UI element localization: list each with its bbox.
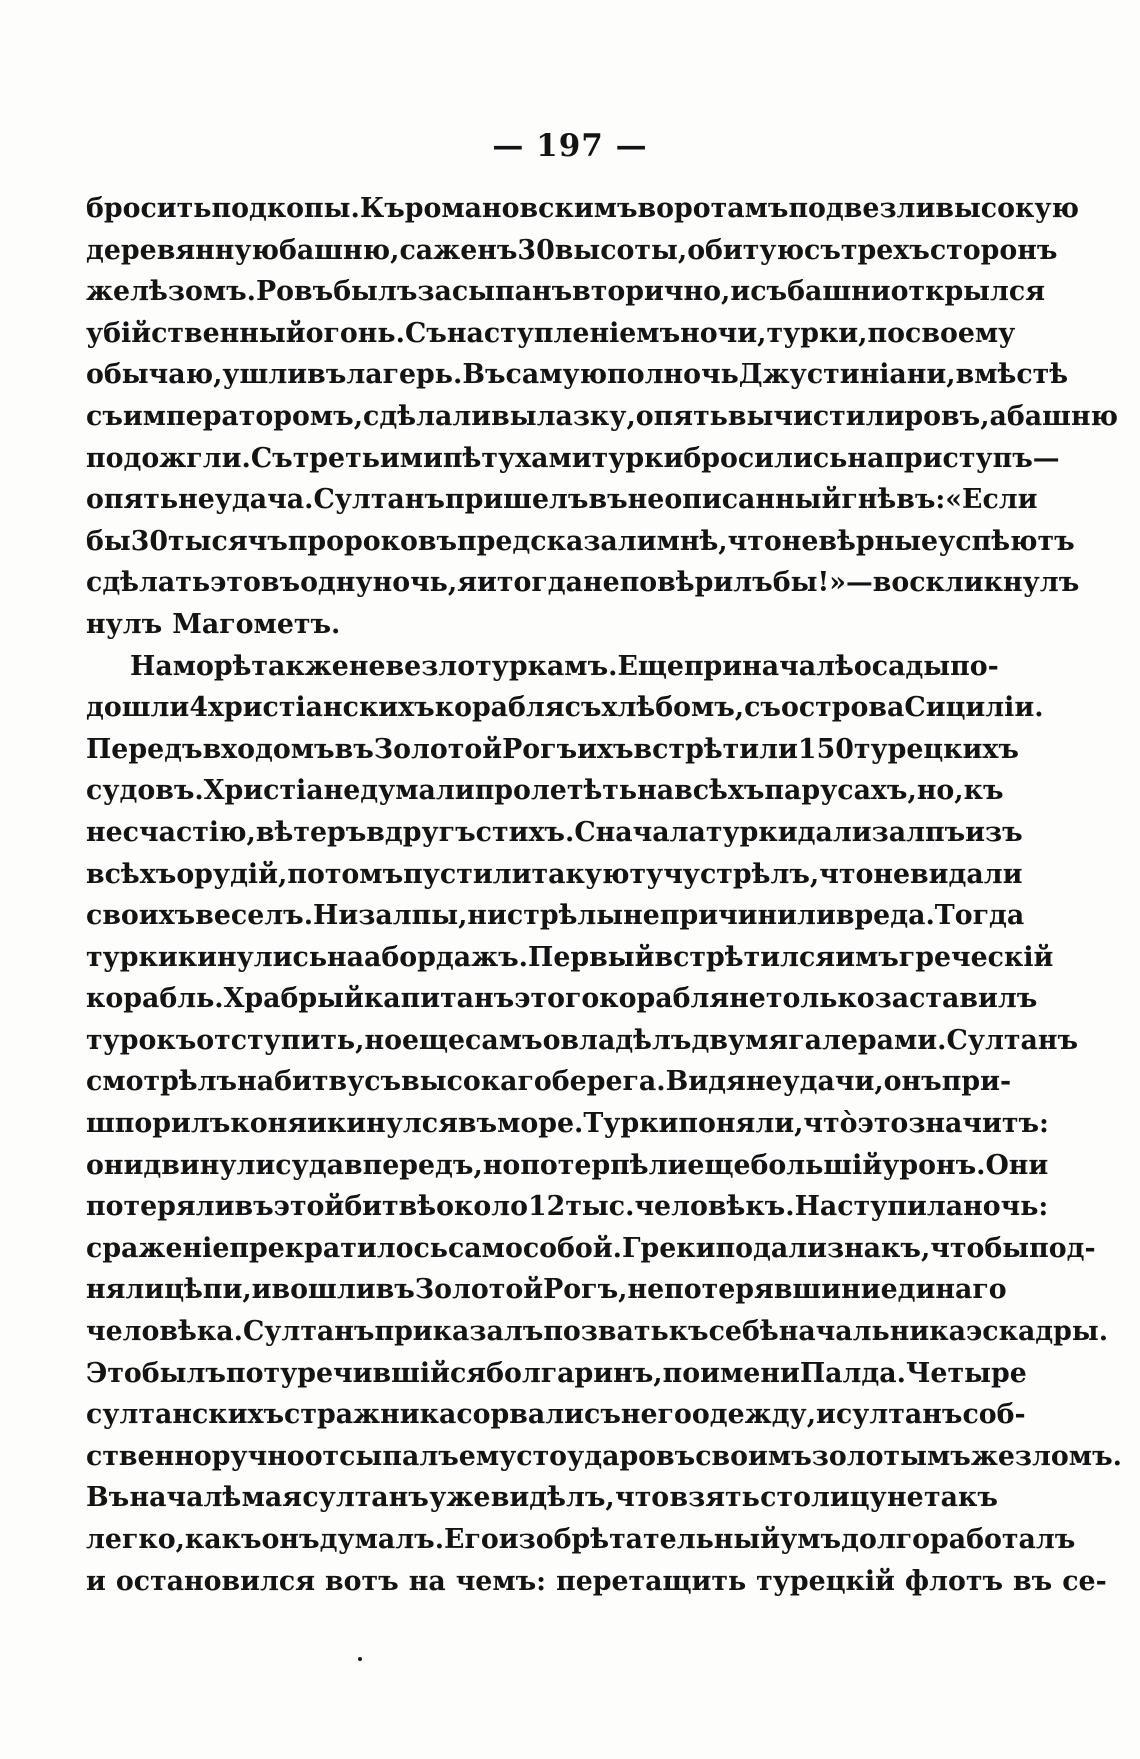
text-line: ственноручно отсыпалъ ему сто ударовъ своимъ золотымъ жезломъ. (86, 1440, 1122, 1472)
text-line: и остановился вотъ на чемъ: перетащить турецкій флотъ въ се- (86, 1565, 1107, 1597)
text-line: бы 30 тысячъ пророковъ предсказали мнѣ, что невѣрные успѣютъ (86, 525, 1075, 557)
text-line: сраженіе прекратилось само собой. Греки подали знакъ, чтобы под- (86, 1232, 1096, 1264)
text-line: легко, какъ онъ думалъ. Его изобрѣтательный умъ долго работалъ (86, 1524, 1076, 1555)
text-line: султанскихъ стражника сорвали съ него одежду, и султанъ соб- (86, 1399, 1026, 1431)
paragraph (86, 188, 1119, 646)
text-line: съ императоромъ, сдѣлали вылазку, опять вычистили ровъ, а башню (86, 400, 1119, 432)
text-line: желѣзомъ. Ровъ былъ засыпанъ вторично, и съ башни открылся (86, 276, 1046, 308)
text-line: опять неудача. Султанъ пришелъ въ неописанный гнѣвъ: «Если (86, 484, 1038, 516)
text-line: несчастію, вѣтеръ вдругъ стихъ. Сначала турки дали залпъ изъ (86, 816, 1023, 848)
text-line: сдѣлать это въ одну ночь, я и тогда не повѣрилъ бы!»—воскликнулъ (86, 567, 1080, 599)
text-line: На морѣ также не везло туркамъ. Еще при началѣ осады по- (130, 650, 999, 682)
text-line: няли цѣпи, и вошли въ Золотой Рогъ, не потерявши ни единаго (86, 1274, 1007, 1306)
text-line: обычаю, ушли въ лагерь. Въ самую полночь Джустиніани, вмѣстѣ (86, 359, 1069, 391)
text-line: шпорилъ коня и кинулся въ море. Турки поняли, что̀ это значитъ: (86, 1108, 1049, 1140)
text-line: корабль. Храбрый капитанъ этого корабля не только заставилъ (86, 983, 1038, 1015)
print-speck (358, 1657, 362, 1661)
text-line: Это былъ потуречившійся болгаринъ, по имени Палда. Четыре (86, 1357, 1027, 1389)
text-line: смотрѣлъ на битву съ высокаго берега. Видя неудачи, онъ при- (86, 1066, 1012, 1098)
text-line: они двинули суда впередъ, но потерпѣли еще большій уронъ. Они (86, 1149, 1049, 1181)
text-line: судовъ. Христіане думали пролетѣть на всѣхъ парусахъ, но, къ (86, 775, 1004, 807)
text-line: турокъ отступить, но еще самъ овладѣлъ двумя галерами. Султанъ (86, 1024, 1079, 1056)
text-line: нулъ Магометъ. (86, 608, 341, 640)
body-text (86, 188, 1122, 1602)
text-line: человѣка. Султанъ приказалъ позвать къ себѣ начальника эскадры. (86, 1316, 1109, 1348)
text-line: деревянную башню, саженъ 30 высоты, обитую съ трехъ сторонъ (86, 234, 1058, 266)
text-line: потеряли въ этой битвѣ около 12 тыс. человѣкъ. Наступила ночь: (86, 1191, 1049, 1223)
text-line: своихъ веселъ. Ни залпы, ни стрѣлы не причинили вреда. Тогда (86, 900, 1025, 932)
text-line: дошли 4 христіанскихъ корабля съ хлѣбомъ, съ острова Сициліи. (86, 692, 1044, 724)
text-line: бросить подкопы. Къ романовскимъ воротамъ подвезли высокую (86, 193, 1079, 224)
text-line: убійственный огонь. Съ наступленіемъ ночи, турки, по своему (86, 317, 1016, 349)
text-line: всѣхъ орудій, потомъ пустили такую тучу стрѣлъ, что не видали (86, 858, 1023, 890)
text-line: Въ началѣ мая султанъ уже видѣлъ, что взять столицу не такъ (86, 1482, 998, 1514)
text-line: турки кинулись на абордажъ. Первый встрѣтился имъ греческій (86, 941, 1054, 973)
text-line: подожгли. Съ третьими пѣтухами турки бросились на приступъ— (86, 442, 1060, 474)
text-line: Передъ входомъ въ Золотой Рогъ ихъ встрѣтили 150 турецкихъ (86, 733, 1019, 765)
paragraph (86, 646, 1122, 1603)
page-number: — 197 — (492, 128, 648, 164)
